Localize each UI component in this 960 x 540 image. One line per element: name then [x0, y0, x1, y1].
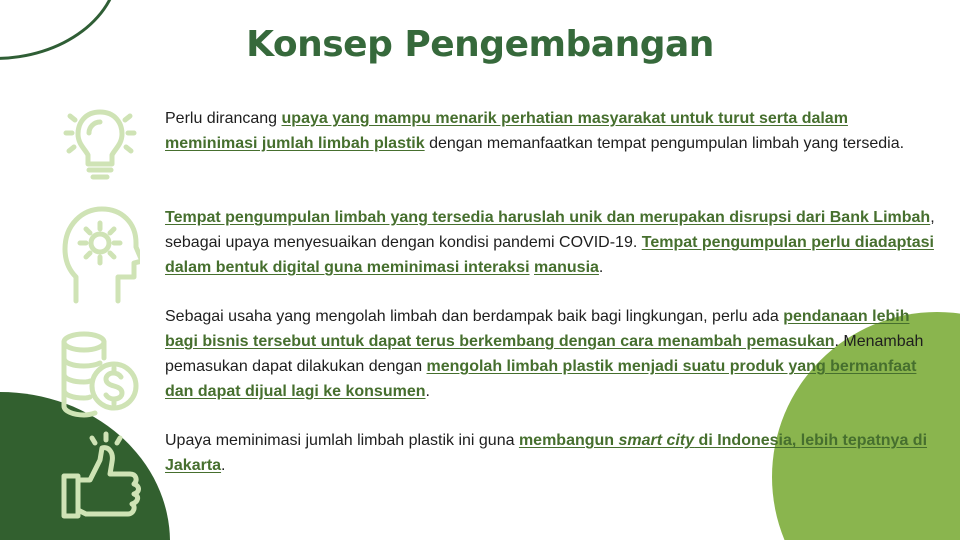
- highlight-link: manusia: [534, 259, 599, 276]
- head-gear-icon: [62, 205, 140, 305]
- highlight-link: Tempat pengumpulan perlu diadaptasi dalam bentuk digital guna meminimasi interaksi: [165, 234, 934, 276]
- paragraph-3: [165, 304, 935, 404]
- text: .: [221, 457, 226, 474]
- text: Upaya meminimasi jumlah limbah plastik ini guna: [165, 432, 519, 449]
- text: .: [425, 383, 430, 400]
- highlight-link: pendanaan lebih bagi bisnis tersebut untuk dapat terus berkembang dengan cara menambah pemasukan: [165, 308, 910, 350]
- text: Sebagai usaha yang mengolah limbah dan berdampak baik bagi lingkungan, perlu ada: [165, 308, 784, 325]
- text: Perlu dirancang: [165, 110, 282, 127]
- coins-dollar-icon: [60, 330, 140, 420]
- lightbulb-icon: [58, 106, 142, 184]
- paragraph-4: [165, 428, 935, 478]
- highlight-link: mengolah limbah plastik menjadi suatu produk yang bermanfaat dan dapat dijual lagi ke konsumen: [165, 358, 917, 400]
- paragraph-2: [165, 205, 935, 280]
- text: . Menambah pemasukan dapat dilakukan dengan: [165, 333, 924, 375]
- paragraph-1: [165, 106, 935, 156]
- highlight-link-italic: smart city: [618, 432, 695, 449]
- highlight-link: upaya yang mampu menarik perhatian masyarakat untuk turut serta dalam meminimasi jumlah limbah plastik: [165, 110, 848, 152]
- text: , sebagai upaya menyesuaikan dengan kondisi pandemi COVID-19.: [165, 209, 935, 251]
- thumbs-up-icon: [60, 430, 144, 520]
- highlight-link: membangun: [518, 432, 619, 449]
- highlight-link: Tempat pengumpulan limbah yang tersedia haruslah unik dan merupakan disrupsi dari Bank Limbah: [165, 209, 931, 226]
- text: .: [598, 259, 604, 276]
- highlight-link: di Indonesia, lebih tepatnya di Jakarta: [165, 432, 928, 474]
- slide-title: Konsep Pengembangan: [246, 24, 714, 65]
- text: dengan memanfaatkan tempat pengumpulan limbah yang tersedia.: [424, 135, 905, 152]
